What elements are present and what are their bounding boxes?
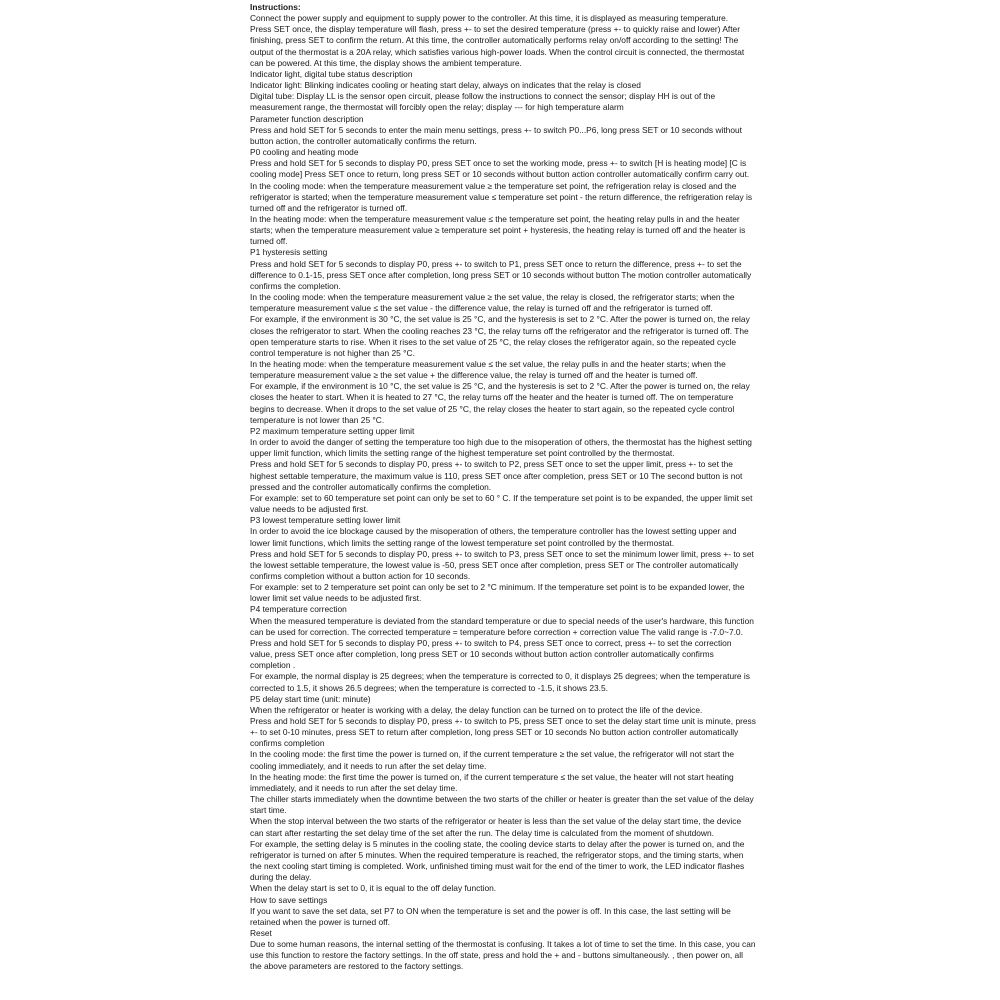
paragraph: P2 maximum temperature setting upper limit: [250, 425, 415, 436]
document-title: Instructions:: [250, 2, 301, 12]
paragraph: Indicator light: Blinking indicates cooling or heating start delay, always on indicates that the relay is closed: [250, 80, 641, 91]
paragraph: How to save settings: [250, 894, 328, 905]
paragraph: Connect the power supply and equipment to supply power to the controller. At this time, it is displayed as measuring temperature.: [250, 13, 729, 24]
paragraph: In the heating mode: when the temperature measurement value ≤ the set value, the relay pulls in and the heater starts; when the temperature measurement value ≥ the set value + the difference value, the relay is turned off and the heater is turned off.: [250, 359, 726, 381]
paragraph: For example, if the environment is 30 °C, the set value is 25 °C, and the hysteresis is set to 2 °C. After the power is turned on, the relay closes the refrigerator to start. When the cooling reaches 23 °C, the relay turns off the refrigerator and the refrigerator is turned off. The open temperature starts to rise. When it rises to the set value of 25 °C, the relay closes the refrigerator again, so the repeated cycle control temperature is not higher than 25 °C.: [250, 314, 750, 358]
paragraph: For example: set to 2 temperature set point can only be set to 2 °C minimum. If the temperature set point is to be expanded lower, the lower limit set value needs to be adjusted first.: [250, 582, 745, 604]
paragraph: Press SET once, the display temperature will flash, press +- to set the desired temperature (press +- to quickly raise and lower) After finishing, press SET to confirm the return. At this time, the controller automatically performs relay on/off according to the setting! The output of the thermostat is a 20A relay, which satisfies various high-power loads. When the control circuit is connected, the thermostat can be powered. At this time, the display shows the ambient temperature.: [250, 24, 745, 68]
paragraph: Press and hold SET for 5 seconds to enter the main menu settings, press +- to switch P0...P6, long press SET or 10 seconds without button action, the controller automatically confirms the return.: [250, 124, 742, 146]
paragraph: Digital tube: Display LL is the sensor open circuit, please follow the instructions to connect the sensor; display HH is out of the measurement range, the thermostat will forcibly open the relay; display --- for high temperature alarm: [250, 91, 716, 113]
paragraph: For example, if the environment is 10 °C, the set value is 25 °C, and the hysteresis is set to 2 °C. After the power is turned on, the relay closes the heater to start. When it is heated to 27 °C, the relay turns off the heater and the heater is turned off. The on temperature begins to decrease. When it drops to the set value of 25 °C, the relay closes the heater to start again, so the repeated cycle control temperature is not lower than 25 °C.: [250, 381, 750, 425]
paragraph: For example: set to 60 temperature set point can only be set to 60 ° C. If the temperature set point is to be expanded, the upper limit set value needs to be adjusted first.: [250, 492, 753, 515]
paragraph: P1 hysteresis setting: [250, 247, 328, 258]
paragraph: Due to some human reasons, the internal setting of the thermostat is confusing. It takes a lot of time to set the time. In this case, you can use this function to restore the factory settings. In the off state, press and hold the + and - buttons simultaneously. , then power on, all the above parameters are restored to the factory settings.: [250, 939, 756, 972]
paragraph: For example, the setting delay is 5 minutes in the cooling state, the cooling device starts to delay after the power is turned on, and the refrigerator is turned on after 5 minutes. When the required temperature is reached, the refrigerator stops, and the timing starts, when the next cooling start timing is completed. Work, unfinished timing must wait for the end of the timer to work, the LED indicator flashes during the delay.: [250, 838, 745, 883]
paragraph: When the refrigerator or heater is working with a delay, the delay function can be turned on to protect the life of the device.: [250, 704, 703, 715]
paragraph: In order to avoid the ice blockage caused by the misoperation of others, the temperature controller has the lowest setting upper and lower limit functions, which limits the setting range of the lowest temperature set point controlled by the thermostat.: [250, 526, 737, 548]
paragraph: In the cooling mode: when the temperature measurement value ≥ the set value, the relay is closed, the refrigerator starts; when the temperature measurement value ≤ the set value - the difference value, the relay is turned off and the refrigerator is turned off.: [250, 292, 735, 314]
paragraph: When the measured temperature is deviated from the standard temperature or due to special needs of the user's hardware, this function can be used for correction. The corrected temperature = temperature before correction + correction value The valid range is -7.0~7.0.: [250, 615, 754, 637]
paragraph: When the delay start is set to 0, it is equal to the off delay function.: [250, 883, 497, 894]
instructions-document: [250, 2, 756, 973]
paragraph-list: [250, 13, 756, 972]
paragraph: In the cooling mode: when the temperature measurement value ≥ the temperature set point, the refrigeration relay is closed and the refrigerator is started; when the temperature measurement value ≤ temperature set point - the return difference, the refrigeration relay is turned off and the refrigerator is turned off.: [250, 180, 753, 213]
paragraph: In order to avoid the danger of setting the temperature too high due to the misoperation of others, the thermostat has the highest setting upper limit function, which limits the setting range of the highest temperature set point controlled by the thermostat.: [250, 437, 752, 459]
paragraph: Press and hold SET for 5 seconds to display P0, press +- to switch to P3, press SET once to set the minimum lower limit, press +- to set the lowest settable temperature, the lowest value is -50, press SET once after completion, press SET or The controller automatically confirms completion without a button action for 10 seconds.: [250, 548, 754, 581]
paragraph: In the heating mode: the first time the power is turned on, if the current temperature ≤ the set value, the heater will not start heating immediately, and it needs to run after the set delay time.: [250, 771, 734, 793]
paragraph: P3 lowest temperature setting lower limit: [250, 515, 401, 526]
paragraph: Parameter function description: [250, 113, 364, 124]
paragraph: When the stop interval between the two starts of the refrigerator or heater is less than the set value of the delay start time, the device can start after restarting the set delay time of the set after the run. The delay time is calculated from the moment of shutdown.: [250, 816, 742, 838]
paragraph: Press and hold SET for 5 seconds to display P0, press +- to switch to P2, press SET once to set the upper limit, press +- to set the highest settable temperature, the maximum value is 110, press SET once after completion, press SET or 10 The second button is not pressed and the controller automatically confirms the completion.: [250, 459, 743, 492]
paragraph: If you want to save the set data, set P7 to ON when the temperature is set and the power is off. In this case, the last setting will be retained when the power is turned off.: [250, 905, 731, 927]
paragraph: P4 temperature correction: [250, 604, 347, 615]
paragraph: P0 cooling and heating mode: [250, 147, 359, 158]
paragraph: Reset: [250, 927, 272, 938]
paragraph: P5 delay start time (unit: minute): [250, 693, 371, 704]
paragraph: In the heating mode: when the temperature measurement value ≤ the temperature set point, the heating relay pulls in and the heater starts; when the temperature measurement value ≥ temperature set point + hysteresis, the heating relay is turned off and the heater is turned off.: [250, 213, 746, 247]
paragraph: The chiller starts immediately when the downtime between the two starts of the chiller or heater is greater than the set value of the delay start time.: [250, 794, 754, 816]
paragraph: Press and hold SET for 5 seconds to display P0, press SET once to set the working mode, press +- to switch [H is heating mode] [C is cooling mode] Press SET once to return, long press SET or 10 seconds without button action controller automatically confirm carry out.: [250, 158, 750, 180]
paragraph: Press and hold SET for 5 seconds to display P0, press +- to switch to P4, press SET once to correct, press +- to set the correction value, press SET once after completion, long press SET or 10 seconds without button action controller automatically confirms completion .: [250, 637, 732, 671]
paragraph: For example, the normal display is 25 degrees; when the temperature is corrected to 0, it displays 25 degrees; when the temperature is corrected to 1.5, it shows 26.5 degrees; when the temperature is corrected to -1.5, it shows 23.5.: [250, 671, 750, 693]
paragraph: Indicator light, digital tube status description: [250, 68, 413, 79]
paragraph: Press and hold SET for 5 seconds to display P0, press +- to switch to P5, press SET once to set the delay start time unit is minute, press +- to set 0-10 minutes, press SET to return after completion, long press SET or 10 seconds No button action controller automatically confirms completion: [250, 716, 756, 749]
paragraph: In the cooling mode: the first time the power is turned on, if the current temperature ≥ the set value, the refrigerator will not start the cooling immediately, and it needs to run after the set delay time.: [250, 749, 735, 771]
paragraph: Press and hold SET for 5 seconds to display P0, press +- to switch to P1, press SET once to return the difference, press +- to set the difference to 0.1-15, press SET once after completion, long press SET or 10 seconds without button The motion controller automatically confirms the completion.: [250, 258, 752, 291]
